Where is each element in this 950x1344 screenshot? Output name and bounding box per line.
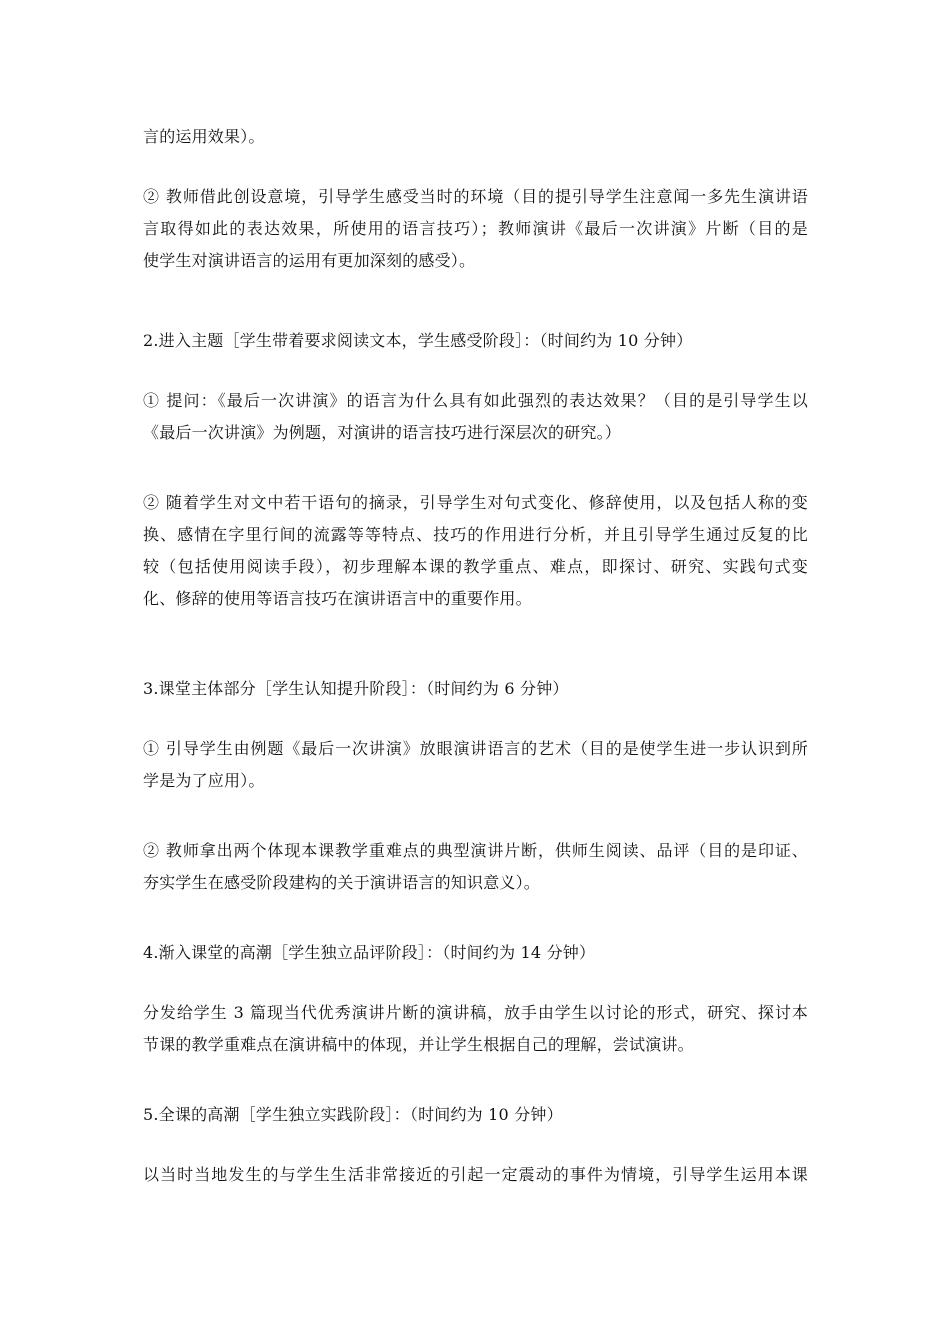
- heading-text: 4.渐入课堂的高潮［学生独立品评阶段］：（时间约为 14 分钟）: [143, 943, 596, 962]
- text-line: ② 随着学生对文中若干语句的摘录，引导学生对句式变化、修辞使用，以及包括人称的变: [143, 493, 808, 512]
- text-line: 使学生对演讲语言的运用有更加深刻的感受）。: [143, 251, 476, 270]
- section-heading-5: [143, 1099, 808, 1131]
- text-line: 《最后一次讲演》为例题，对演讲的语言技巧进行深层次的研究。）: [143, 423, 622, 442]
- section-heading-2: [143, 325, 808, 357]
- paragraph-4: [143, 487, 808, 615]
- paragraph-3: [143, 385, 808, 449]
- text-line: 换、感情在字里行间的流露等等特点、技巧的作用进行分析，并且引导学生通过反复的比: [143, 525, 808, 544]
- text-line: 分发给学生 3 篇现当代优秀演讲片断的演讲稿，放手由学生以讨论的形式，研究、探讨本: [143, 1003, 808, 1022]
- text-line: ① 引导学生由例题《最后一次讲演》放眼演讲语言的艺术（目的是使学生进一步认识到所: [143, 739, 808, 758]
- paragraph-2: [143, 181, 808, 277]
- text-line: ② 教师拿出两个体现本课教学重难点的典型演讲片断，供师生阅读、品评（目的是印证、: [143, 841, 808, 860]
- text-line: ② 教师借此创设意境，引导学生感受当时的环境（目的提引导学生注意闻一多先生演讲语: [143, 187, 808, 206]
- paragraph-1: [143, 121, 808, 153]
- paragraph-7: [143, 997, 808, 1061]
- text-line: 言的运用效果）。: [143, 127, 265, 146]
- text-line: 以当时当地发生的与学生生活非常接近的引起一定震动的事件为情境，引导学生运用本课: [143, 1165, 808, 1184]
- heading-text: 5.全课的高潮［学生独立实践阶段］：（时间约为 10 分钟）: [143, 1105, 563, 1124]
- section-heading-3: [143, 673, 808, 705]
- paragraph-6: [143, 835, 808, 899]
- text-line: 学是为了应用）。: [143, 771, 265, 790]
- paragraph-5: [143, 733, 808, 797]
- paragraph-8: [143, 1159, 808, 1191]
- heading-text: 3.课堂主体部分［学生认知提升阶段］：（时间约为 6 分钟）: [143, 679, 569, 698]
- text-line: 较（包括使用阅读手段），初步理解本课的教学重点、难点，即探讨、研究、实践句式变: [143, 557, 808, 576]
- text-line: 化、修辞的使用等语言技巧在演讲语言中的重要作用。: [143, 589, 532, 608]
- text-line: 夯实学生在感受阶段建构的关于演讲语言的知识意义）。: [143, 873, 541, 892]
- text-line: 言取得如此的表达效果，所使用的语言技巧）；教师演讲《最后一次讲演》片断（目的是: [143, 219, 808, 238]
- heading-text: 2.进入主题［学生带着要求阅读文本，学生感受阶段］：（时间约为 10 分钟）: [143, 331, 693, 350]
- text-line: ① 提问：《最后一次讲演》的语言为什么具有如此强烈的表达效果？（目的是引导学生以: [143, 391, 808, 410]
- section-heading-4: [143, 937, 808, 969]
- text-line: 节课的教学重难点在演讲稿中的体现，并让学生根据自己的理解，尝试演讲。: [143, 1035, 694, 1054]
